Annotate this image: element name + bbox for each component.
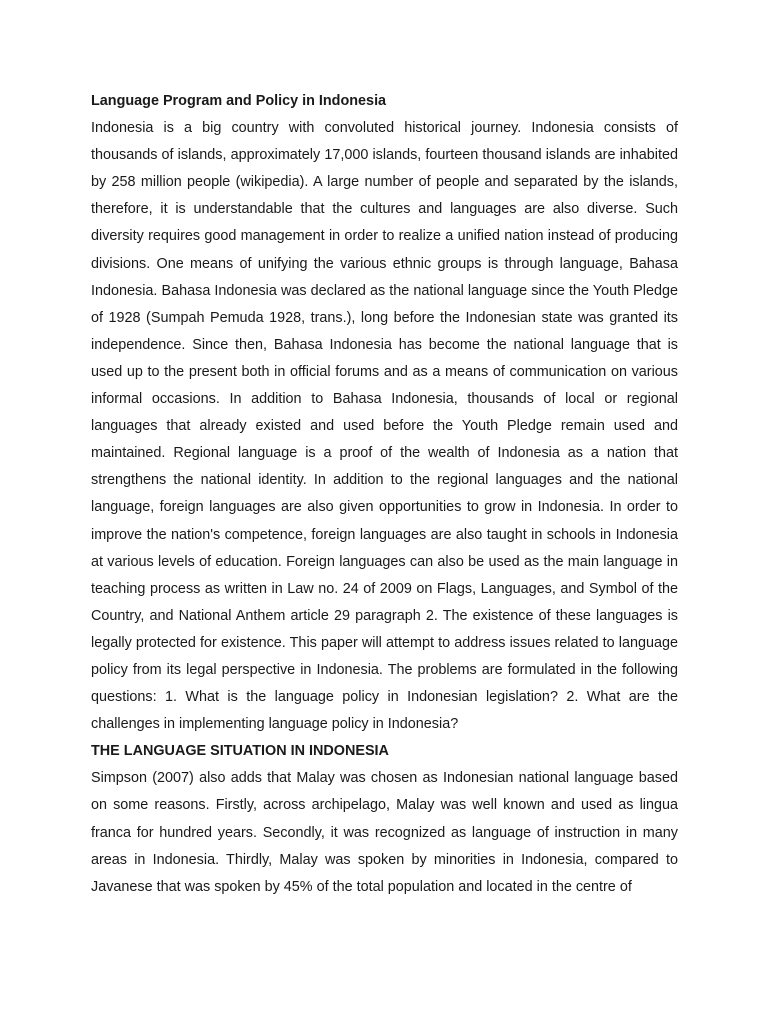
document-page <box>91 88 678 901</box>
intro-paragraph: Indonesia is a big country with convoluted historical journey. Indonesia consists of thousands of islands, approximately 17,000 islands, fourteen thousand islands are inhabited by 258 million people (wikipedia). A large number of people and separated by the islands, therefore, it is understandable that the cultures and languages are also diverse. Such diversity requires good management in order to realize a unified nation instead of producing divisions. One means of unifying the various ethnic groups is through language, Bahasa Indonesia. Bahasa Indonesia was declared as the national language since the Youth Pledge of 1928 (Sumpah Pemuda 1928, trans.), long before the Indonesian state was granted its independence. Since then, Bahasa Indonesia has become the national language that is used up to the present both in official forums and as a means of communication on various informal occasions. In addition to Bahasa Indonesia, thousands of local or regional languages that already existed and used before the Youth Pledge remain used and maintained. Regional language is a proof of the wealth of Indonesia as a nation that strengthens the national identity. In addition to the regional languages and the national language, foreign languages are also given opportunities to grow in Indonesia. In order to improve the nation's competence, foreign languages are also taught in schools in Indonesia at various levels of education. Foreign languages can also be used as the main language in teaching process as written in Law no. 24 of 2009 on Flags, Languages, and Symbol of the Country, and National Anthem article 29 paragraph 2. The existence of these languages is legally protected for existence. This paper will attempt to address issues related to language policy from its legal perspective in Indonesia. The problems are formulated in the following questions: 1. What is the language policy in Indonesian legislation? 2. What are the challenges in implementing language policy in Indonesia? <box>91 120 678 733</box>
section-paragraph: Simpson (2007) also adds that Malay was chosen as Indonesian national language based on some reasons. Firstly, across archipelago, Malay was well known and used as lingua franca for hundred years. Secondly, it was recognized as language of instruction in many areas in Indonesia. Thirdly, Malay was spoken by minorities in Indonesia, compared to Javanese that was spoken by 45% of the total population and located in the centre of <box>91 770 678 895</box>
document-title: Language Program and Policy in Indonesia <box>91 93 387 109</box>
section-heading: THE LANGUAGE SITUATION IN INDONESIA <box>91 743 389 760</box>
